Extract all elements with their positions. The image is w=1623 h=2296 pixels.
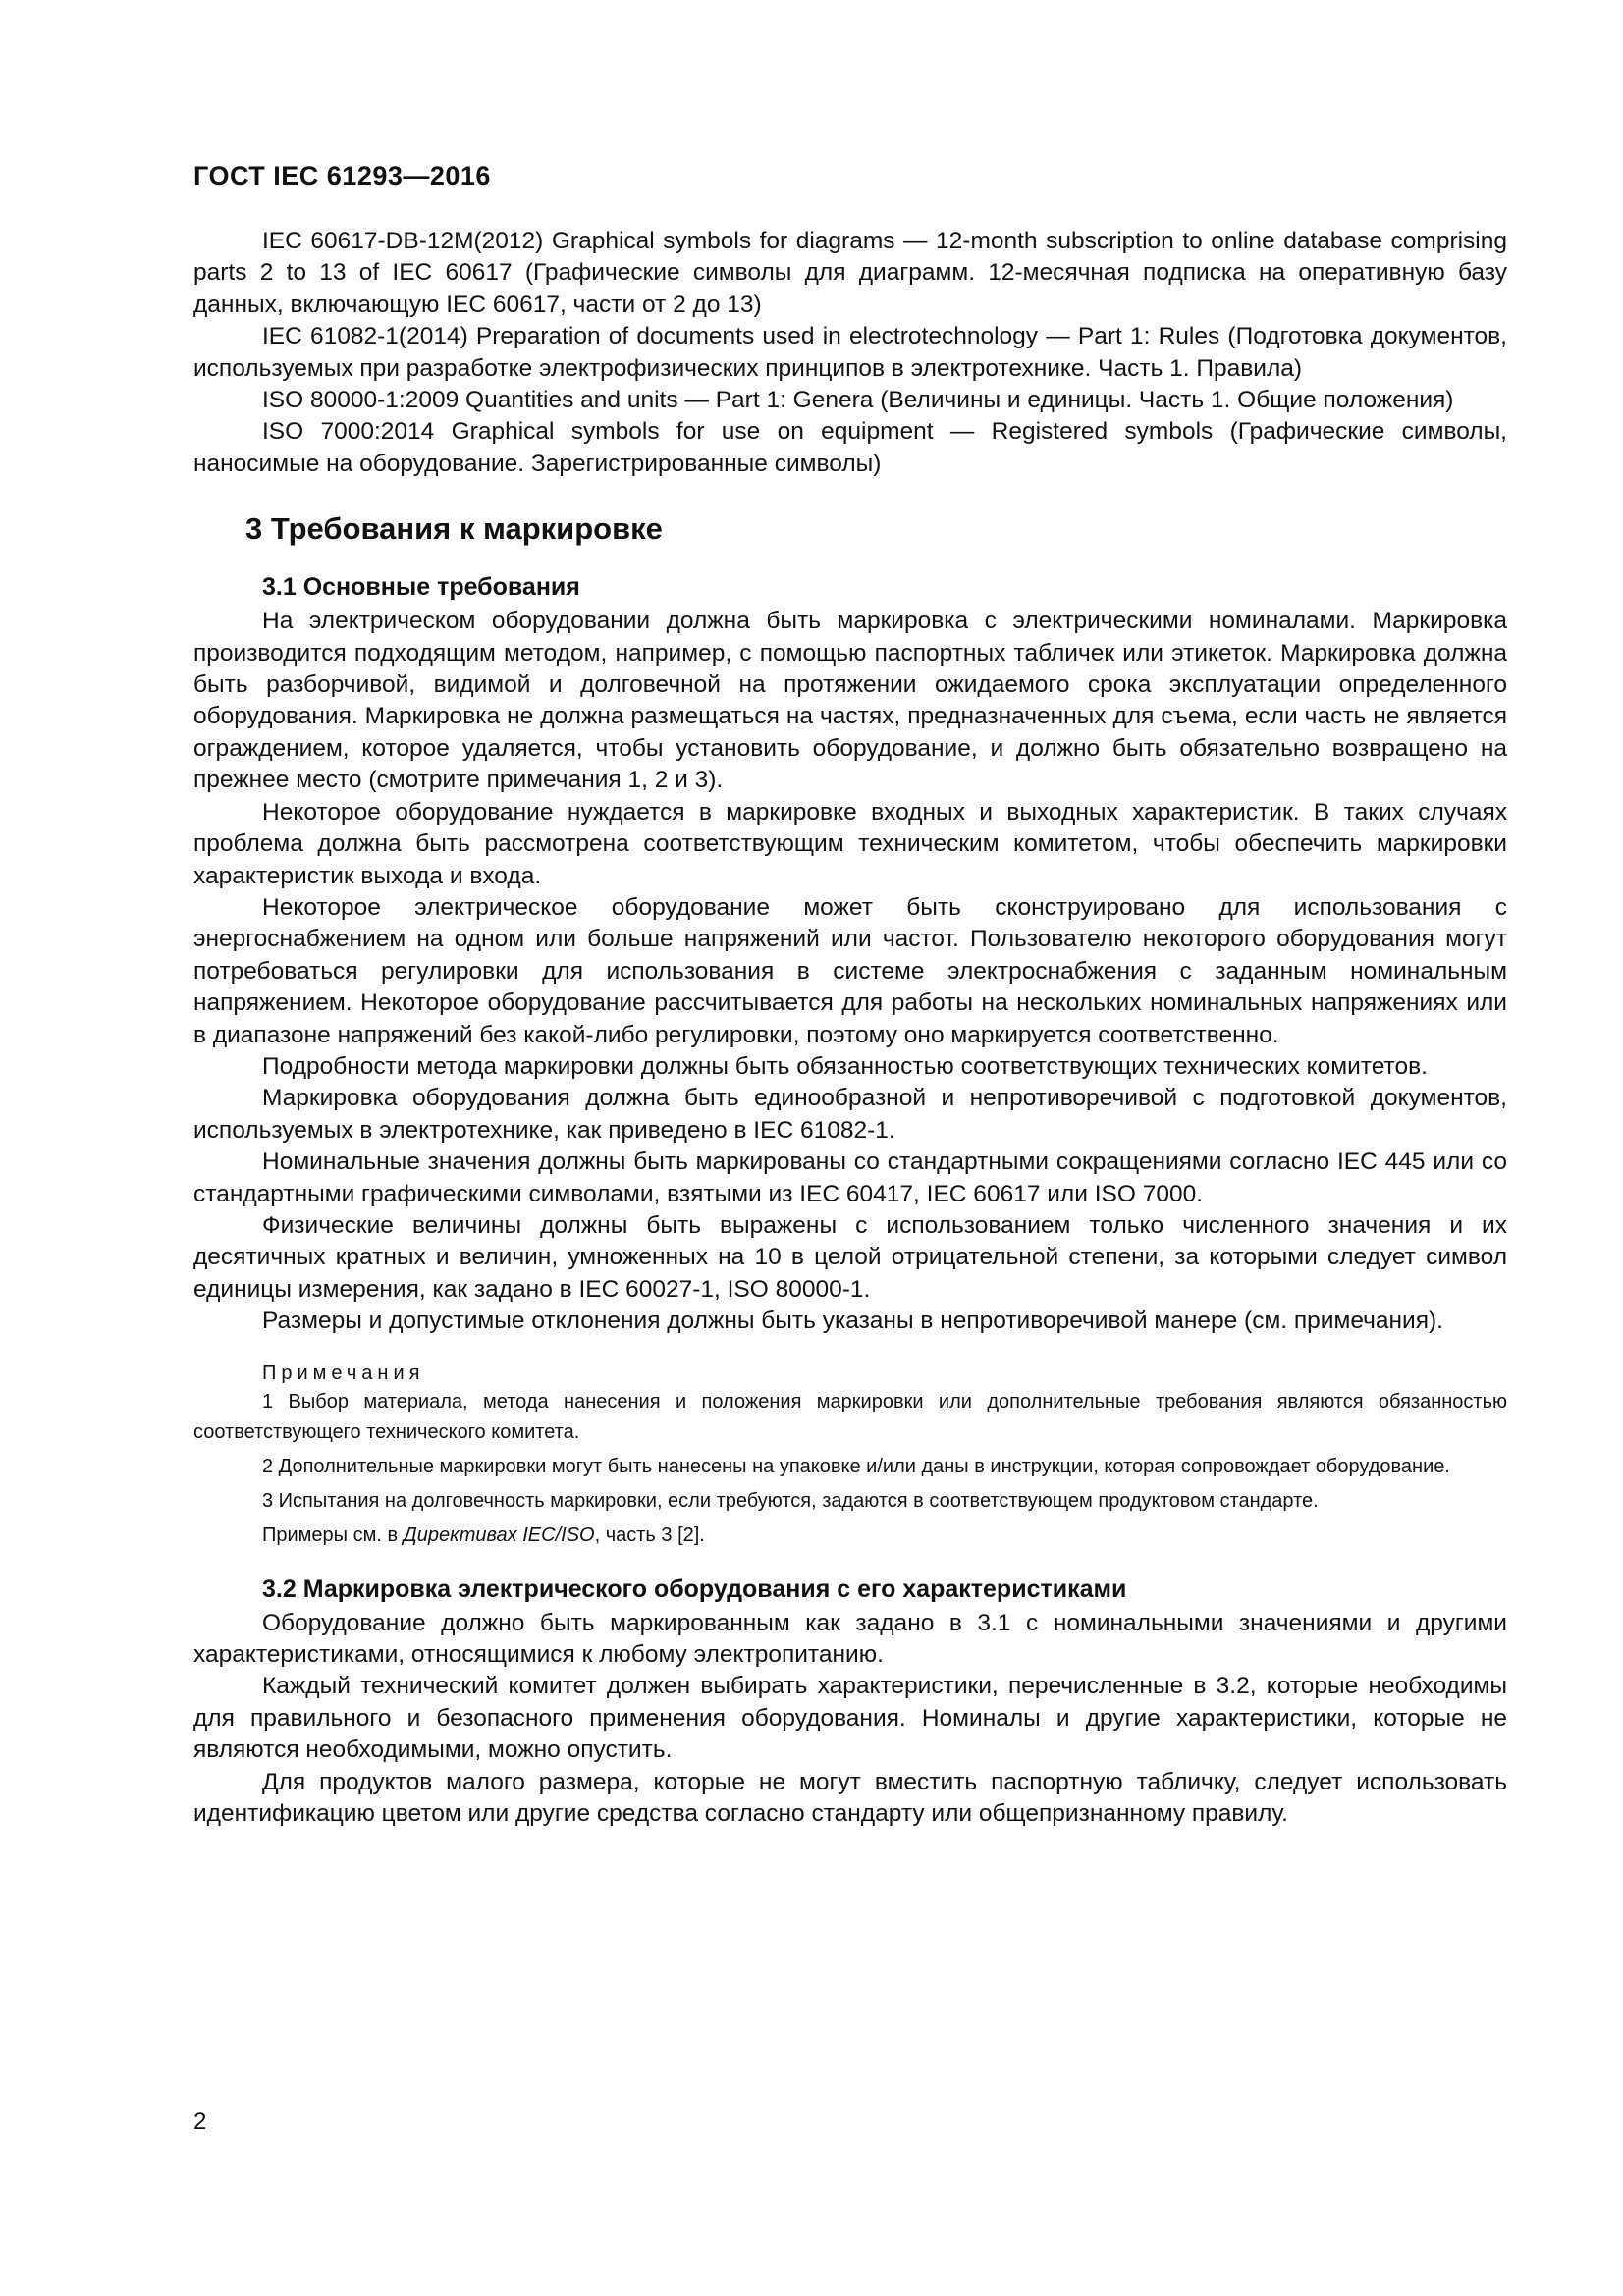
paragraph: На электрическом оборудовании должна быть маркировка с электрическими номиналами. Маркировка производится подходящим методом, например, с помощью паспортных табличек или этикеток. Маркировка должна быть разборчивой, видимой и долговечной на протяжении ожидаемого срока эксплуатации определенного оборудования. Маркировка не должна размещаться на частях, предназначенных для съема, если часть не является ограждением, которое удаляется, чтобы установить оборудование, и должно быть обязательно возвращено на прежнее место (смотрите примечания 1, 2 и 3). [193,608,1507,794]
reference-iso-7000: ISO 7000:2014 Graphical symbols for use on equipment — Registered symbols (Графические символы, наносимые на оборудование. Зарегистрированные символы) [193,418,1507,477]
notes-examples-italic: Директивах IEC/ISO [403,1523,595,1546]
notes-examples [193,1521,1507,1551]
reference-iec-60617: IEC 60617-DB-12M(2012) Graphical symbols for diagrams — 12-month subscription to online database comprising parts 2 to 13 of IEC 60617 (Графические символы для диаграмм. 12-месячная подписка на оперативную базу данных, включающую IEC 60617, части от 2 до 13) [193,228,1507,318]
paragraph: Маркировка оборудования должна быть единообразной и непротиворечивой с подготовкой документов, используемых в электротехнике, как приведено в IEC 61082-1. [193,1085,1507,1144]
notes-examples-prefix: Примеры см. в [262,1523,404,1546]
paragraph: Некоторое электрическое оборудование может быть сконструировано для использования с энергоснабжением на одном или больше напряжений или частот. Пользователю некоторого оборудования могут потребоваться регулировки для использования в системе электроснабжения с заданным номинальным напряжением. Некоторое оборудование рассчитывается для работы на нескольких номинальных напряжениях или в диапазоне напряжений без какой-либо регулировки, поэтому оно маркируется соответственно. [193,893,1507,1048]
paragraph: Номинальные значения должны быть маркированы со стандартными сокращениями согласно IEC 445 или со стандартными графическими символами, взятыми из IEC 60417, IEC 60617 или ISO 7000. [193,1148,1507,1207]
section-3-title: 3 Требования к маркировке [245,511,663,547]
paragraph: Для продуктов малого размера, которые не могут вместить паспортную табличку, следует использовать идентификацию цветом или другие средства согласно стандарту или общепризнанному правилу. [193,1768,1507,1828]
notes-examples-suffix: , часть 3 [2]. [594,1523,705,1546]
subsection-3-2-title: 3.2 Маркировка электрического оборудования с его характеристиками [262,1575,1127,1603]
paragraph: Некоторое оборудование нуждается в маркировке входных и выходных характеристик. В таких случаях проблема должна быть рассмотрена соответствующим техническим комитетом, чтобы обеспечить маркировки характеристик выхода и входа. [193,798,1507,889]
reference-iso-80000: ISO 80000-1:2009 Quantities and units — Part 1: Genera (Величины и единицы. Часть 1. Общие положения) [262,387,1454,414]
notes-block [193,1360,1507,1551]
paragraph: Оборудование должно быть маркированным как задано в 3.1 с номинальными значениями и другими характеристиками, относящимися к любому электропитанию. [193,1609,1507,1668]
page-number: 2 [193,2109,207,2135]
note-item: 1 Выбор материала, метода нанесения и положения маркировки или дополнительные требования являются обязанностью соответствующего технического комитета. [193,1390,1507,1443]
paragraph: Размеры и допустимые отклонения должны быть указаны в непротиворечивой манере (см. примечания). [262,1308,1443,1335]
paragraph: Подробности метода маркировки должны быть обязанностью соответствующих технических комитетов. [262,1052,1428,1080]
notes-title: Примечания [262,1362,425,1384]
subsection-3-1-title: 3.1 Основные требования [262,573,580,602]
note-item: 2 Дополнительные маркировки могут быть нанесены на упаковке и/или даны в инструкции, которая сопровождает оборудование. [262,1455,1450,1477]
paragraph: Каждый технический комитет должен выбирать характеристики, перечисленные в 3.2, которые необходимы для правильного и безопасного применения оборудования. Номиналы и другие характеристики, которые не являются необходимыми, можно опустить. [193,1673,1507,1764]
reference-iec-61082: IEC 61082-1(2014) Preparation of documents used in electrotechnology — Part 1: Rules (Подготовка документов, используемых при разработке электрофизических принципов в электротехнике. Часть 1. Правила) [193,323,1507,382]
note-item: 3 Испытания на долговечность маркировки, если требуются, задаются в соответствующем продуктовом стандарте. [262,1489,1319,1512]
page-content [193,226,1507,1830]
document-header: ГОСТ IEC 61293—2016 [193,161,491,190]
paragraph: Физические величины должны быть выражены с использованием только численного значения и их десятичных кратных и величин, умноженных на 10 в целой отрицательной степени, за которыми следует символ единицы измерения, как задано в IEC 60027-1, ISO 80000-1. [193,1211,1507,1303]
